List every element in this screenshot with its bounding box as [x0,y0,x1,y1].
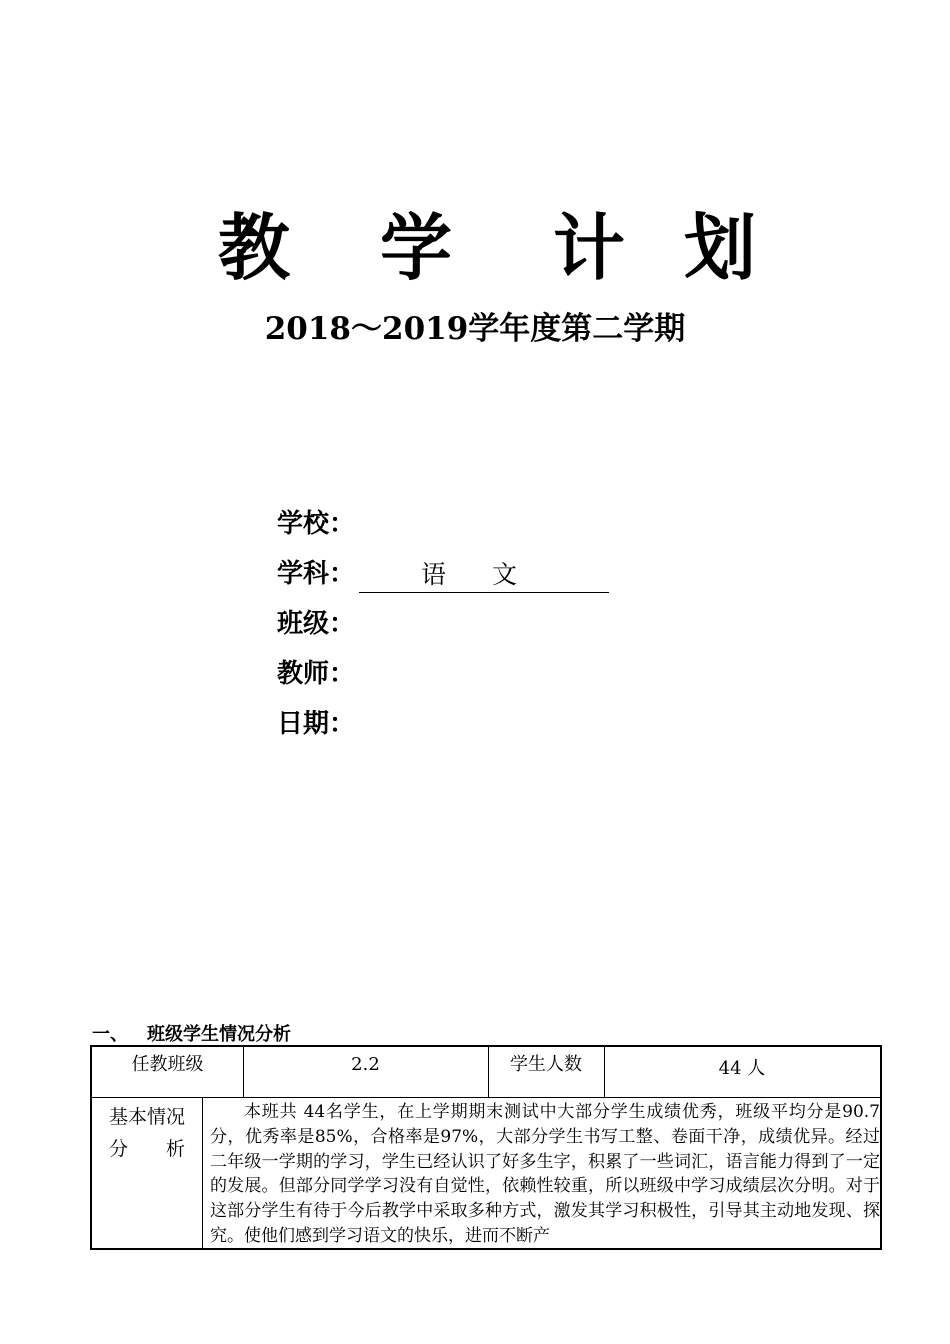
document-title [0,190,950,290]
date-label: 日期： [277,709,356,739]
analysis-text: 本班共 44名学生，在上学期期末测试中大部分学生成绩优秀，班级平均分是90.7分，优秀率是85%，合格率是97%，大部分学生书写工整、卷面干净，成绩优异。经过二年级一学期的学习，学生已经认识了好多生字，积累了一些词汇，语言能力得到了一定的发展。但部分同学学习没有自觉性，依赖性较重，所以班级中学习成绩层次分明。对于这部分学生有待于今后教学中采取多种方式，激发其学习积极性，引导其主动地发现、探究。使他们感到学习语文的快乐，进而不断产 [210,1102,880,1246]
class-row [277,604,355,654]
count-header-cell: 学生人数 [510,1054,582,1075]
title-char-1: 教 [218,206,291,290]
title-char-3: 计 [553,206,626,290]
subject-label: 学科： [277,559,356,589]
section-number: 一、 [92,1024,128,1045]
analysis-label-1: 基本情况 [108,1106,185,1128]
info-block [277,504,518,754]
class-label: 班级： [277,609,356,639]
analysis-label-2: 分 析 [108,1138,185,1160]
section-heading [92,1020,291,1046]
analysis-body-cell [92,1097,880,1249]
class-value-cell: 2.2 [351,1054,380,1075]
teacher-row [277,654,355,704]
date-row [277,704,355,754]
subject-value-2: 文 [492,560,518,589]
title-char-4: 划 [684,206,757,290]
class-header-cell: 任教班级 [131,1054,204,1075]
school-label: 学校： [277,509,356,539]
student-analysis-table [90,1045,882,1250]
section-title: 班级学生情况分析 [147,1024,291,1045]
subject-value-1: 语 [421,560,447,589]
teacher-label: 教师： [277,659,356,689]
title-char-2: 学 [380,206,453,290]
subject-row [277,554,518,604]
subject-field [359,558,609,593]
count-value-cell: 44 人 [718,1058,766,1079]
document-subtitle: 2018～2019学年度第二学期 [264,311,686,347]
school-row [277,504,355,554]
